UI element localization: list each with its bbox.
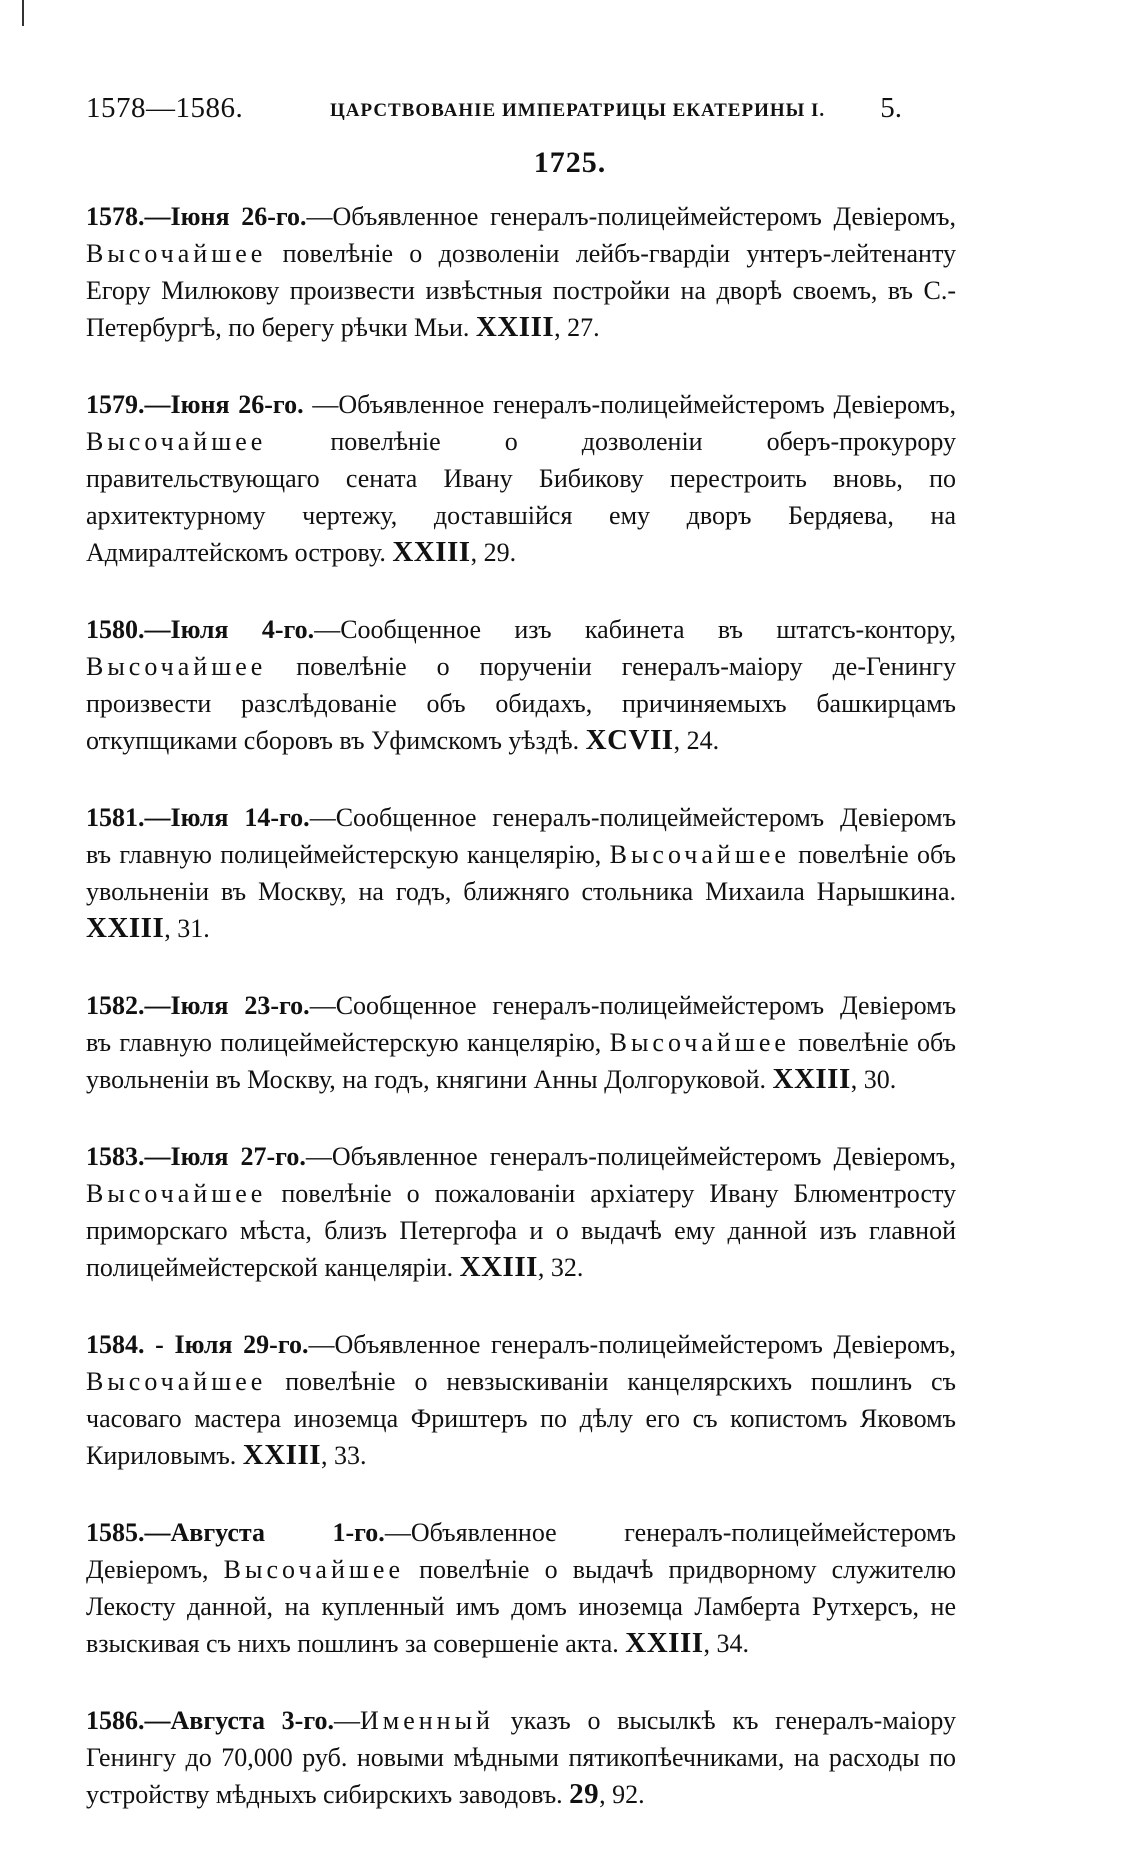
entry-page-ref: , 27. xyxy=(554,313,600,342)
header-entry-range: 1578—1586. xyxy=(86,92,244,124)
header-page-number: 5. xyxy=(880,92,902,124)
entry-1580 xyxy=(86,611,956,759)
entry-number: 1584. xyxy=(86,1330,145,1359)
entry-1586 xyxy=(86,1702,956,1813)
entry-text: —Объявленное генералъ-полицеймейстеромъ Девіеромъ, xyxy=(305,1142,957,1171)
entry-1579 xyxy=(86,386,956,571)
entry-number: 1582. xyxy=(86,991,145,1020)
entry-spaced-word: Высочайшее xyxy=(86,652,267,681)
entry-date: —Іюля 14-го. xyxy=(144,803,310,832)
entry-date: —Іюля 4-го. xyxy=(144,615,315,644)
entry-text: — xyxy=(333,1706,360,1735)
entry-1583 xyxy=(86,1138,956,1286)
entry-volume-ref: XXIII xyxy=(772,1063,851,1095)
entry-1584 xyxy=(86,1326,956,1474)
entry-volume-ref: XXIII xyxy=(86,912,165,944)
entry-text-cont: повелѣніе о дозволеніи лейбъ-гвардіи унтеръ-лейтенанту Егору Милюкову произвести извѣстныя постройки на дворѣ своемъ, въ С.-Петербургѣ, по берегу рѣчки Мьи. xyxy=(86,239,956,342)
entry-page-ref: , 29. xyxy=(470,538,517,567)
entry-date: - Іюля 29-го. xyxy=(144,1330,309,1359)
entry-text-cont: повелѣніе о выдачѣ придворному служителю Лекосту данной, на купленный имъ домъ иноземца Ламберта Рутхерсъ, не взыскивая съ нихъ пошлинъ за совершеніе акта. xyxy=(86,1555,956,1658)
entry-number: 1580. xyxy=(86,615,145,644)
entry-text: —Объявленное генералъ-полицеймейстеромъ Девіеромъ, xyxy=(303,390,956,419)
entry-volume-ref: XXIII xyxy=(475,311,555,343)
entries-list xyxy=(86,198,956,1853)
running-head xyxy=(86,92,902,128)
entry-number: 1586. xyxy=(86,1706,145,1735)
entry-text-cont: повелѣніе о пожалованіи архіатеру Ивану Блюментросту приморскаго мѣста, близъ Петергофа и о выдачѣ ему данной изъ главной полицеймейстерской канцеляріи. xyxy=(86,1179,956,1282)
entry-volume-ref: XXIII xyxy=(625,1627,704,1659)
entry-1581 xyxy=(86,799,956,947)
entry-page-ref: , 32. xyxy=(537,1253,584,1282)
entry-volume-ref: XXIII xyxy=(242,1439,322,1471)
entry-text: —Объявленное генералъ-полицеймейстеромъ Девіеромъ, xyxy=(306,202,956,231)
entry-spaced-word: Именный xyxy=(359,1706,494,1735)
entry-text-cont: повелѣніе о невзыскиваніи канцелярскихъ пошлинъ съ часоваго мастера иноземца Фриштеръ по дѣлу его съ копистомъ Яковомъ Кириловымъ. xyxy=(86,1367,956,1470)
entry-spaced-word: Высочайшее xyxy=(86,1367,267,1396)
entry-date: —Іюля 27-го. xyxy=(144,1142,306,1171)
entry-text: —Объявленное генералъ-полицеймейстеромъ Девіеромъ, xyxy=(308,1330,956,1359)
entry-page-ref: , 30. xyxy=(850,1065,897,1094)
entry-page-ref: , 33. xyxy=(321,1441,367,1470)
entry-1578 xyxy=(86,198,956,346)
entry-text: —Сообщенное генералъ-полицеймейстеромъ Девіеромъ въ главную полицеймейстерскую канцелярію, xyxy=(86,991,957,1057)
entry-date: —Іюня 26-го. xyxy=(144,202,307,231)
entry-spaced-word: Высочайшее xyxy=(86,427,267,456)
entry-text-cont: повелѣніе о порученіи генералъ-маіору де-Генингу произвести разслѣдованіе объ обидахъ, причиняемыхъ башкирцамъ откупщиками сборовъ въ Уфимскомъ уѣздѣ. xyxy=(86,652,956,755)
entry-page-ref: , 31. xyxy=(164,914,210,943)
entry-text-cont: повелѣніе о дозволеніи оберъ-прокурору правительствующаго сената Ивану Бибикову перестроить вновь, по архитектурному чертежу, доставшійся ему дворъ Бердяева, на Адмиралтейскомъ острову. xyxy=(86,427,956,567)
entry-date: —Августа 1-го. xyxy=(144,1518,385,1547)
entry-page-ref: , 34. xyxy=(703,1629,750,1658)
entry-volume-ref: XXIII xyxy=(459,1251,538,1283)
entry-volume-ref: 29 xyxy=(569,1778,600,1810)
entry-date: —Іюля 23-го. xyxy=(144,991,310,1020)
header-title: ЦАРСТВОВАНІЕ ИМПЕРАТРИЦЫ ЕКАТЕРИНЫ I. xyxy=(330,100,826,121)
entry-text: —Сообщенное генералъ-полицеймейстеромъ Девіеромъ въ главную полицеймейстерскую канцелярію, xyxy=(86,803,957,869)
year-heading: 1725. xyxy=(533,146,607,179)
entry-number: 1583. xyxy=(86,1142,145,1171)
entry-text-cont: повелѣніе объ увольненіи въ Москву, на годъ, ближняго стольника Михаила Нарышкина. xyxy=(86,840,957,906)
entry-date: —Августа 3-го. xyxy=(144,1706,334,1735)
entry-1582 xyxy=(86,987,956,1098)
entry-number: 1579. xyxy=(86,390,145,419)
entry-number: 1585. xyxy=(86,1518,145,1547)
entry-spaced-word: Высочайшее xyxy=(609,1028,790,1057)
entry-date: —Іюня 26-го. xyxy=(144,390,304,419)
scan-edge-mark xyxy=(22,0,24,26)
entry-1585 xyxy=(86,1514,956,1662)
entry-number: 1581. xyxy=(86,803,145,832)
entry-spaced-word: Высочайшее xyxy=(86,239,267,268)
entry-volume-ref: XCVII xyxy=(585,724,674,756)
entry-text: —Объявленное генералъ-полицеймейстеромъ Девіеромъ, xyxy=(86,1518,956,1584)
entry-text-cont: повелѣніе объ увольненіи въ Москву, на годъ, княгини Анны Долгоруковой. xyxy=(86,1028,957,1094)
entry-text: —Сообщенное изъ кабинета въ штатсъ-контору, xyxy=(314,615,957,644)
entry-spaced-word: Высочайшее xyxy=(223,1555,404,1584)
entry-spaced-word: Высочайшее xyxy=(86,1179,267,1208)
entry-volume-ref: XXIII xyxy=(392,536,471,568)
entry-page-ref: , 92. xyxy=(599,1780,645,1809)
entry-text-cont: указъ о высылкѣ къ генералъ-маіору Генингу до 70,000 руб. новыми мѣдными пятикопѣечниками, на расходы по устройству мѣдныхъ сибирскихъ заводовъ. xyxy=(86,1706,956,1809)
entry-spaced-word: Высочайшее xyxy=(609,840,790,869)
entry-number: 1578. xyxy=(86,202,145,231)
entry-page-ref: , 24. xyxy=(673,726,720,755)
